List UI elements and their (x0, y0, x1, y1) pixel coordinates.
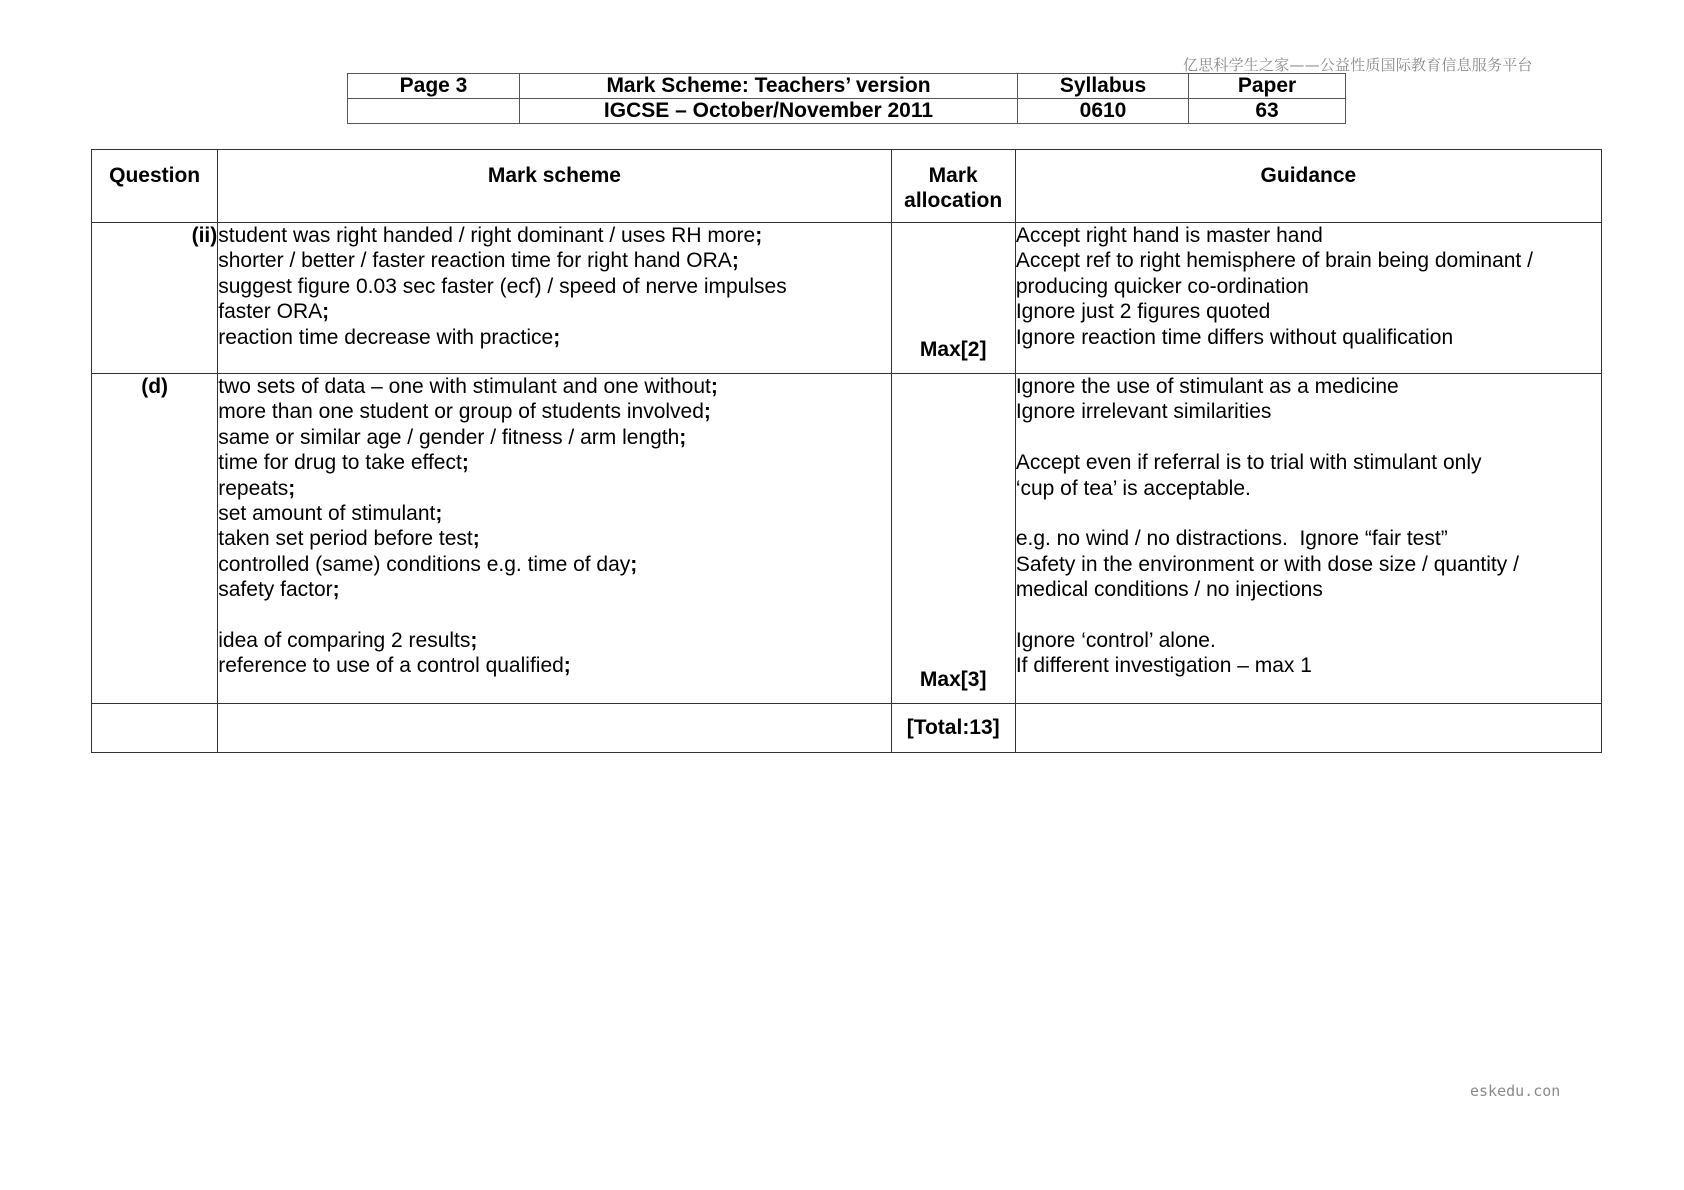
watermark-top: 亿思科学生之家——公益性质国际教育信息服务平台 (1183, 56, 1533, 74)
table-row (92, 223, 1602, 374)
spacer (1016, 501, 1601, 526)
scheme-point: repeats (218, 476, 289, 500)
page-number: Page 3 (348, 74, 520, 99)
mark-scheme-column-header: Mark scheme (218, 150, 891, 223)
scheme-point: suggest figure 0.03 sec faster (ecf) / speed of nerve impulses (218, 274, 787, 298)
mark-scheme-cell (218, 223, 891, 374)
scheme-point: set amount of stimulant (218, 502, 436, 526)
mark-allocation-header-line-2: allocation (904, 189, 1003, 212)
semicolon: ; (322, 300, 330, 324)
semicolon: ; (755, 224, 763, 247)
empty-cell (92, 704, 218, 753)
scheme-point: controlled (same) conditions e.g. time of day (218, 552, 631, 576)
question-label: (ii) (92, 223, 218, 374)
scheme-point: faster ORA (218, 300, 323, 324)
semicolon: ; (288, 476, 296, 500)
guidance-line: Accept ref to right hemisphere of brain being dominant / (1015, 249, 1533, 273)
mark-scheme-cell (218, 374, 891, 704)
semicolon: ; (461, 451, 469, 475)
guidance-cell (1015, 374, 1601, 704)
question-label: (d) (92, 374, 218, 704)
syllabus-label: Syllabus (1018, 74, 1189, 99)
guidance-line: Ignore reaction time differs without qualification (1015, 325, 1454, 349)
syllabus-code: 0610 (1018, 99, 1189, 124)
guidance-line: Ignore irrelevant similarities (1015, 400, 1272, 424)
mark-allocation-cell: Max[3] (891, 374, 1015, 704)
table-header-row (92, 150, 1602, 223)
table-row (92, 374, 1602, 704)
guidance-cell (1015, 223, 1601, 374)
guidance-line: Ignore just 2 figures quoted (1015, 300, 1271, 324)
spacer (1016, 425, 1601, 450)
scheme-point: student was right handed / right dominant / uses RH more (218, 224, 756, 247)
semicolon: ; (435, 502, 443, 526)
watermark-bottom: eskedu.con (1470, 1082, 1561, 1100)
empty-cell (218, 704, 891, 753)
scheme-point: more than one student or group of students involved (218, 400, 704, 424)
semicolon: ; (710, 375, 718, 398)
semicolon: ; (470, 629, 478, 653)
semicolon: ; (563, 654, 571, 678)
empty-cell (1015, 704, 1601, 753)
header-empty-cell (348, 99, 520, 124)
spacer (218, 603, 890, 628)
scheme-point: time for drug to take effect (218, 451, 462, 475)
scheme-point: reference to use of a control qualified (218, 654, 564, 678)
scheme-point: idea of comparing 2 results (218, 629, 471, 653)
guidance-line: Accept right hand is master hand (1015, 224, 1323, 247)
guidance-line: medical conditions / no injections (1015, 578, 1323, 602)
semicolon: ; (332, 578, 340, 602)
guidance-line: If different investigation – max 1 (1015, 654, 1312, 678)
guidance-line: Ignore ‘control’ alone. (1015, 629, 1216, 653)
scheme-point: two sets of data – one with stimulant and one without (218, 375, 711, 398)
scheme-point: shorter / better / faster reaction time for right hand ORA (218, 249, 732, 273)
semicolon: ; (731, 249, 739, 273)
guidance-line: ‘cup of tea’ is acceptable. (1015, 476, 1251, 500)
mark-allocation-cell: Max[2] (891, 223, 1015, 374)
mark-scheme-table (91, 149, 1602, 753)
exam-session: IGCSE – October/November 2011 (520, 99, 1018, 124)
paper-number: 63 (1189, 99, 1346, 124)
scheme-point: taken set period before test (218, 527, 473, 551)
guidance-line: producing quicker co-ordination (1015, 274, 1309, 298)
header-table (347, 73, 1346, 124)
guidance-line: Ignore the use of stimulant as a medicine (1015, 375, 1399, 398)
semicolon: ; (630, 552, 638, 576)
semicolon: ; (472, 527, 480, 551)
scheme-point: same or similar age / gender / fitness / arm length (218, 425, 680, 449)
guidance-line: Accept even if referral is to trial with stimulant only (1015, 451, 1482, 475)
semicolon: ; (553, 325, 561, 349)
guidance-line: Safety in the environment or with dose size / quantity / (1015, 552, 1519, 576)
paper-label: Paper (1189, 74, 1346, 99)
total-row (92, 704, 1602, 753)
question-column-header: Question (92, 150, 218, 223)
semicolon: ; (703, 400, 711, 424)
scheme-point: safety factor (218, 578, 333, 602)
mark-allocation-column-header (891, 150, 1015, 223)
guidance-column-header: Guidance (1015, 150, 1601, 223)
mark-scheme-title: Mark Scheme: Teachers’ version (520, 74, 1018, 99)
mark-allocation-header-line-1: Mark (928, 164, 978, 187)
spacer (1016, 603, 1601, 628)
total-marks: [Total:13] (891, 704, 1015, 753)
guidance-line: e.g. no wind / no distractions. Ignore “fair test” (1015, 527, 1448, 551)
semicolon: ; (679, 425, 687, 449)
scheme-point: reaction time decrease with practice (218, 325, 554, 349)
